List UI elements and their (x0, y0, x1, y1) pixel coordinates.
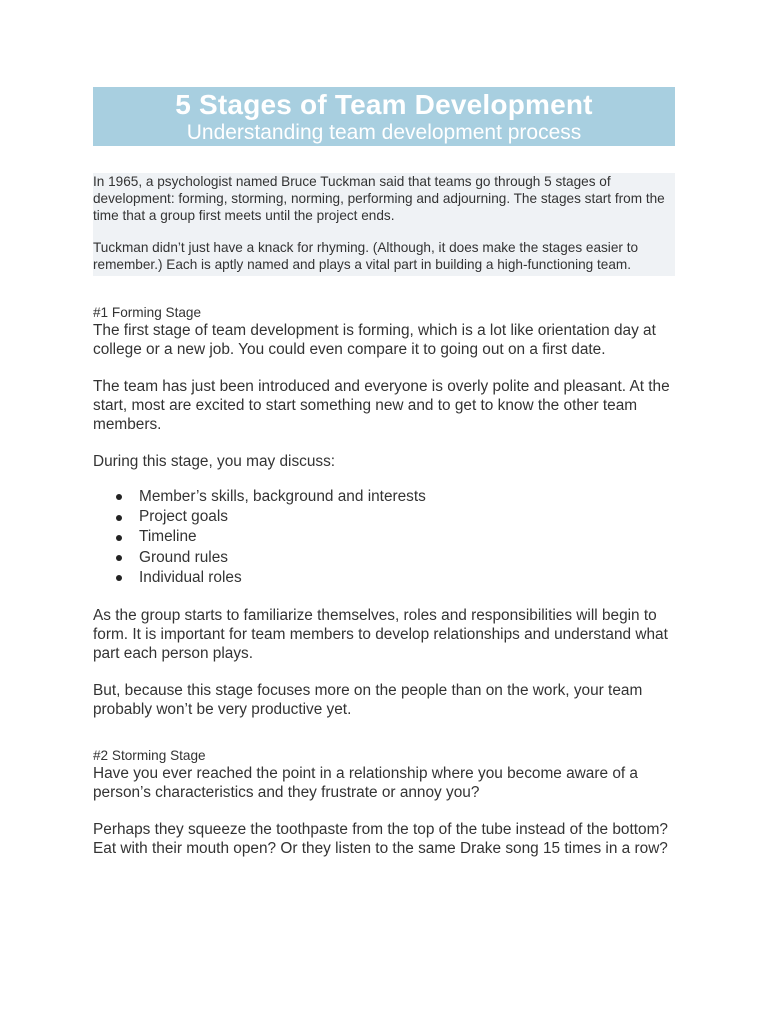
list-item-text: Ground rules (139, 548, 228, 566)
list-item-text: Member’s skills, background and interests (139, 487, 426, 505)
forming-paragraph-5: But, because this stage focuses more on the people than on the work, your team probably won’t be very productive yet. (93, 682, 643, 718)
title-banner (93, 87, 675, 146)
forming-discussion-list (93, 487, 675, 588)
forming-paragraph-1: The first stage of team development is forming, which is a lot like orientation day at college or a new job. You could even compare it to going out on a first date. (93, 321, 656, 358)
list-item (93, 527, 675, 547)
storming-heading: #2 Storming Stage (93, 748, 206, 763)
forming-paragraph-3: During this stage, you may discuss: (93, 452, 336, 470)
intro-box (93, 173, 675, 276)
forming-paragraph-2: The team has just been introduced and everyone is overly polite and pleasant. At the start, most are excited to start something new and to get to know the other team members. (93, 377, 670, 433)
document-page (93, 87, 675, 858)
page-subtitle: Understanding team development process (186, 121, 582, 144)
forming-heading: #1 Forming Stage (93, 304, 202, 320)
bullet-icon (116, 515, 122, 521)
list-item-text: Timeline (139, 528, 197, 546)
intro-paragraph-1: In 1965, a psychologist named Bruce Tuckman said that teams go through 5 stages of development: forming, storming, norming, performing and adjourning. The stages start from the time that a group first meets until the project ends. (93, 174, 665, 223)
list-item (93, 568, 675, 588)
intro-paragraph-2: Tuckman didn’t just have a knack for rhyming. (Although, it does make the stages easier to remember.) Each is aptly named and plays a vital part in building a high-functioning team. (93, 240, 639, 273)
storming-paragraph-2: Perhaps they squeeze the toothpaste from the top of the tube instead of the bottom? Eat with their mouth open? Or they listen to the same Drake song 15 times in a row? (93, 821, 668, 857)
bullet-icon (116, 575, 122, 581)
list-item (93, 507, 675, 527)
list-item (93, 548, 675, 568)
bullet-icon (116, 494, 122, 500)
storming-paragraph-1: Have you ever reached the point in a relationship where you become aware of a person’s characteristics and they frustrate or annoy you? (93, 765, 638, 801)
forming-paragraph-4: As the group starts to familiarize themselves, roles and responsibilities will begin to form. It is important for team members to develop relationships and understand what part each person plays. (93, 607, 668, 662)
page-title: 5 Stages of Team Development (175, 89, 593, 120)
bullet-icon (116, 535, 122, 541)
list-item (93, 487, 675, 507)
list-item-text: Individual roles (139, 568, 242, 586)
bullet-icon (116, 555, 122, 561)
list-item-text: Project goals (139, 508, 228, 526)
